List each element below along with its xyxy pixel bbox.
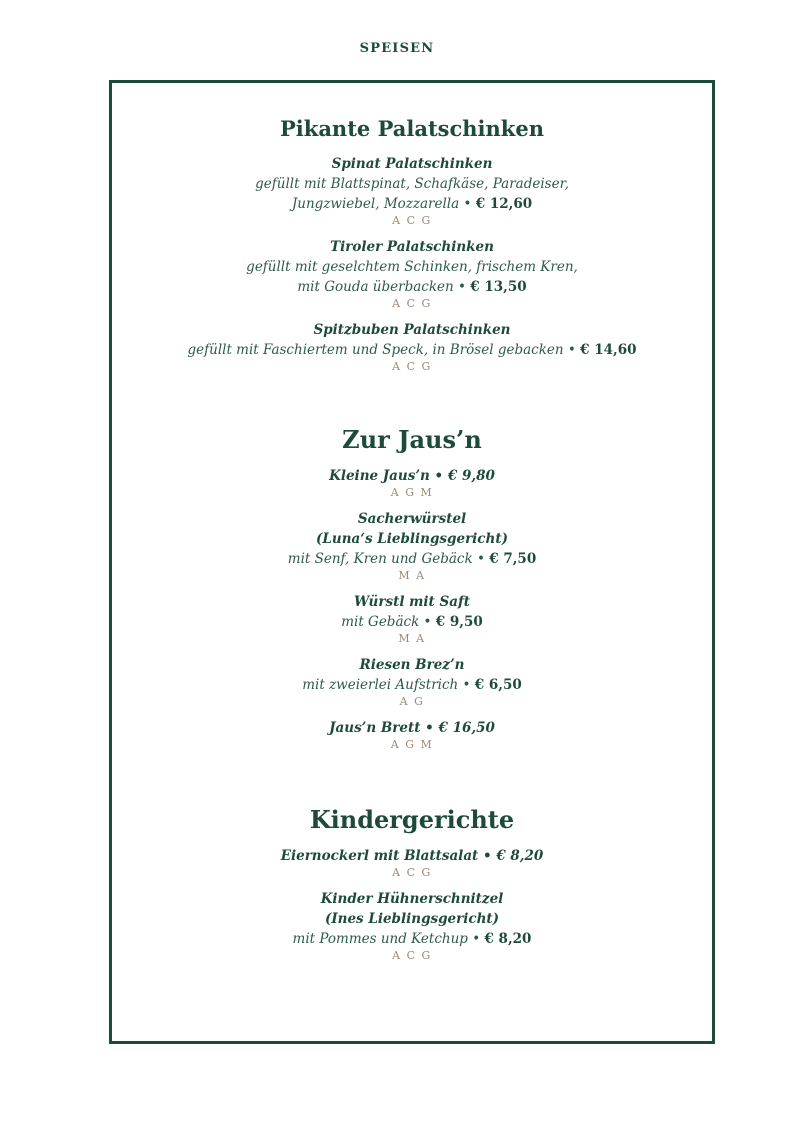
menu-item [112,466,712,500]
item-description: mit Senf, Kren und Gebäck • € 7,50 [287,551,537,567]
item-name: Riesen Brez’n [359,657,465,673]
menu-item [112,592,712,646]
menu-item [112,655,712,709]
section-pikante-palatschinken [112,115,712,383]
item-description: mit zweierlei Aufstrich • € 6,50 [302,677,522,693]
item-price: € 13,50 [470,279,527,295]
item-name: Sacherwürstel [357,511,467,527]
item-price: € 6,50 [474,677,522,693]
item-description: Jungzwiebel, Mozzarella • € 12,60 [291,196,533,212]
item-name: Kinder Hühnerschnitzel [320,891,504,907]
item-price: € 8,20 [484,931,532,947]
section-title: Kindergerichte [309,805,515,834]
item-description: mit Pommes und Ketchup • € 8,20 [292,931,532,947]
item-price: € 12,60 [475,196,533,212]
menu-item [112,846,712,880]
section-title: Pikante Palatschinken [280,116,544,141]
item-price: € 7,50 [489,551,537,567]
allergen-codes: A C G [392,297,432,310]
section-title: Zur Jaus’n [342,425,482,454]
item-name: Würstl mit Saft [353,594,471,610]
section-kindergerichte [112,805,712,972]
item-description: gefüllt mit Faschiertem und Speck, in Brösel gebacken • € 14,60 [187,342,637,358]
allergen-codes: A G M [390,486,434,499]
item-name: Eiernockerl mit Blattsalat • € 8,20 [280,848,544,864]
item-name: Spinat Palatschinken [331,156,493,172]
item-description: gefüllt mit geselchtem Schinken, frischem Kren, [246,259,578,275]
allergen-codes: A C G [392,214,432,227]
allergen-codes: A G [399,695,425,708]
item-name: Tiroler Palatschinken [330,239,494,255]
page-header: SPEISEN [359,41,435,56]
menu-item [112,509,712,583]
allergen-codes: A C G [392,360,432,373]
item-price: € 14,60 [580,342,637,358]
item-name: Jaus’n Brett • € 16,50 [329,720,495,736]
item-description: mit Gebäck • € 9,50 [341,614,483,630]
item-description: mit Gouda überbacken • € 13,50 [297,279,527,295]
item-name-note: (Luna‘s Lieblingsgericht) [316,531,508,547]
allergen-codes: M A [398,632,426,645]
menu-frame [109,80,715,1044]
section-zur-jausn [112,425,712,761]
allergen-codes: A C G [392,949,432,962]
item-name-note: (Ines Lieblingsgericht) [324,911,500,927]
allergen-codes: A G M [390,738,434,751]
allergen-codes: A C G [392,866,432,879]
item-name: Spitzbuben Palatschinken [313,322,511,338]
item-price: € 9,50 [435,614,483,630]
menu-item [112,889,712,963]
item-name: Kleine Jaus’n • € 9,80 [329,468,495,484]
menu-item [112,718,712,752]
menu-item [112,320,712,374]
item-description: gefüllt mit Blattspinat, Schafkäse, Paradeiser, [255,176,569,192]
menu-item [112,237,712,311]
menu-item [112,154,712,228]
allergen-codes: M A [398,569,426,582]
